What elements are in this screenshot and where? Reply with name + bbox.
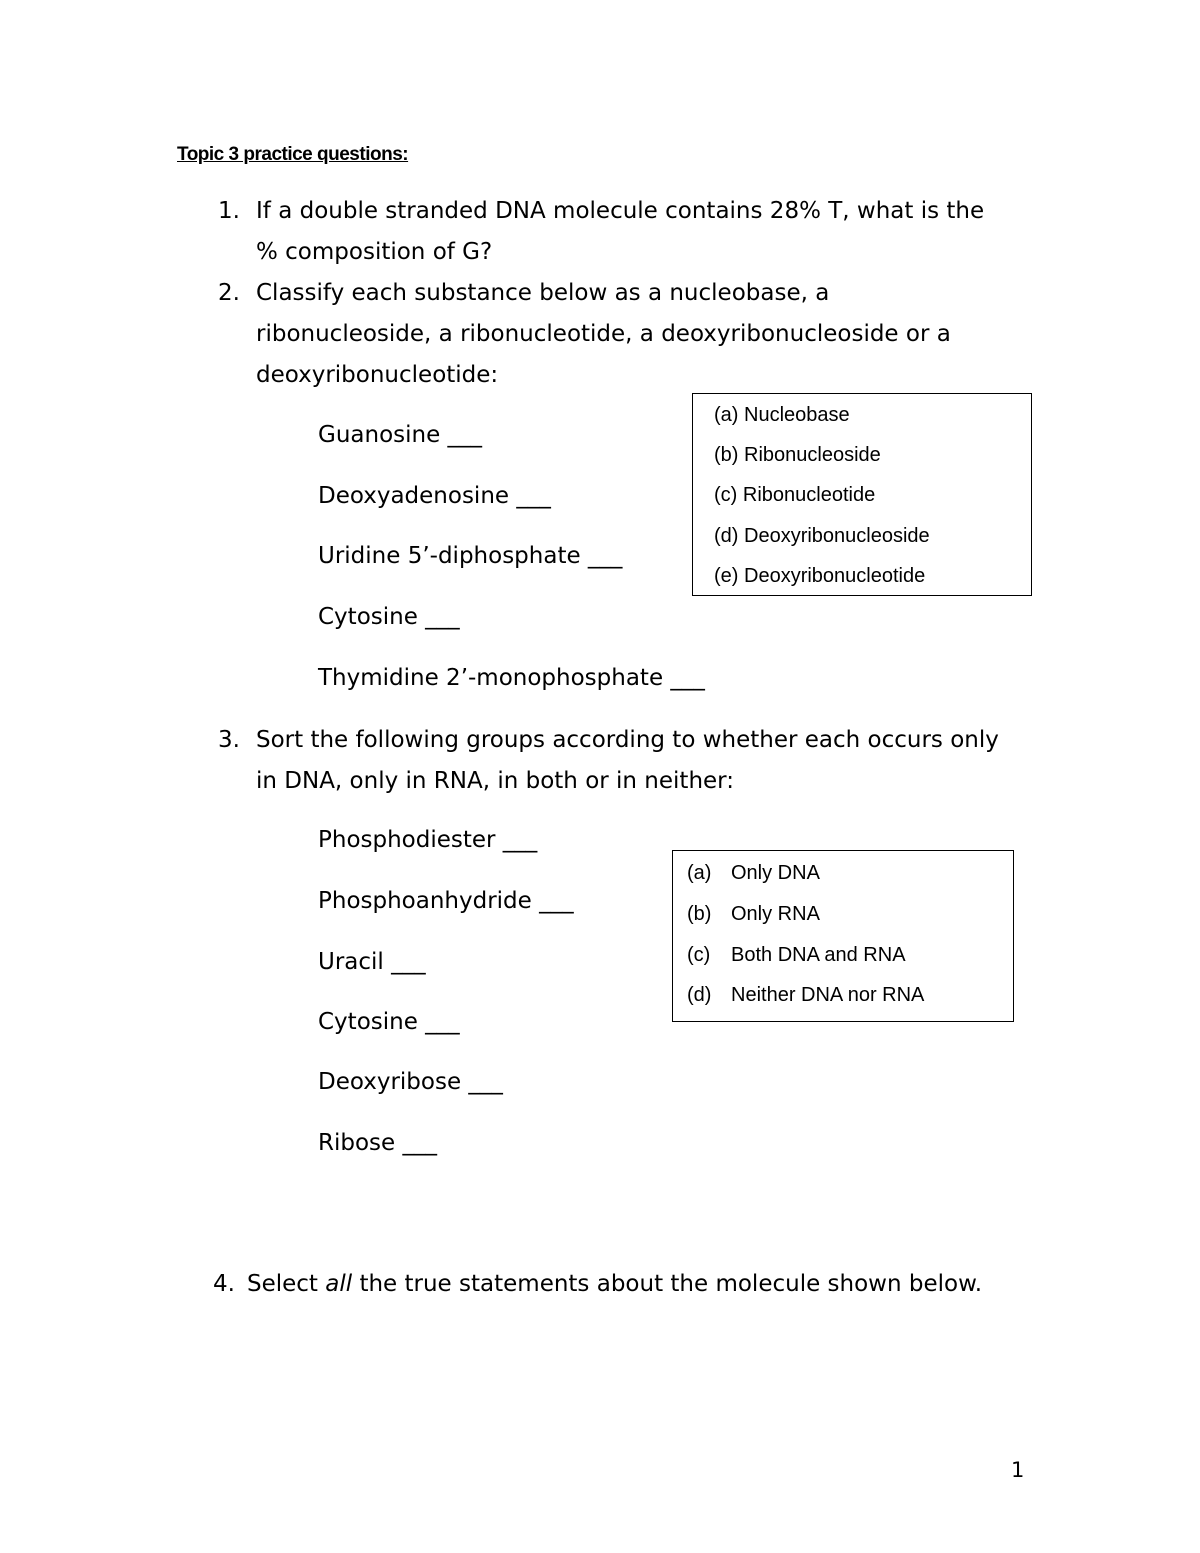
question-1-number: 1. (218, 198, 240, 224)
page-title: Topic 3 practice questions: (177, 144, 409, 165)
q2-option-e (714, 565, 925, 588)
question-2-line-1: Classify each substance below as a nucleobase, a (256, 280, 830, 306)
option-text: Neither DNA nor RNA (731, 984, 925, 1006)
q3-item-phosphoanhydride: Phosphoanhydride ___ (318, 888, 574, 914)
option-label: (d) (687, 984, 712, 1006)
option-label: (a) (714, 404, 739, 426)
q2-item-cytosine: Cytosine ___ (318, 604, 460, 630)
q3-item-cytosine: Cytosine ___ (318, 1009, 460, 1035)
option-text: Only DNA (731, 862, 820, 884)
question-4-emphasis: all (325, 1271, 353, 1297)
option-label: (b) (687, 903, 712, 925)
option-label: (b) (714, 444, 739, 466)
option-text: Nucleobase (744, 404, 850, 426)
q2-item-deoxyadenosine: Deoxyadenosine ___ (318, 483, 551, 509)
q3-item-uracil: Uracil ___ (318, 949, 426, 975)
option-text: Ribonucleoside (744, 444, 881, 466)
option-label: (c) (714, 484, 738, 506)
question-4 (213, 1264, 1043, 1305)
q2-option-a (714, 404, 850, 427)
option-text: Ribonucleotide (742, 484, 876, 506)
question-1-line-1: If a double stranded DNA molecule contains 28% T, what is the (256, 198, 985, 224)
option-text: Both DNA and RNA (731, 944, 906, 966)
question-2-text (256, 273, 1046, 396)
question-4-text (247, 1264, 1037, 1305)
question-2-number: 2. (218, 280, 240, 306)
q3-item-phosphodiester: Phosphodiester ___ (318, 827, 538, 853)
q2-options-box (692, 393, 1032, 596)
q2-option-d (714, 525, 930, 548)
option-label: (e) (714, 565, 739, 587)
question-1 (218, 191, 1048, 273)
question-3-line-1: Sort the following groups according to whether each occurs only (256, 727, 999, 753)
question-3-number: 3. (218, 727, 240, 753)
question-3-line-2: in DNA, only in RNA, in both or in neither: (256, 768, 734, 794)
question-3-text (256, 720, 1046, 802)
option-label: (d) (714, 525, 739, 547)
q2-item-guanosine: Guanosine ___ (318, 422, 483, 448)
question-1-line-2: % composition of G? (256, 239, 493, 265)
option-text: Only RNA (731, 903, 820, 925)
q3-option-b (687, 903, 820, 926)
question-4-number: 4. (213, 1271, 235, 1297)
question-2 (218, 273, 1048, 396)
q2-option-b (714, 444, 881, 467)
question-1-text (256, 191, 1046, 273)
q3-option-c (687, 944, 906, 967)
q3-option-d (687, 984, 924, 1007)
q3-item-deoxyribose: Deoxyribose ___ (318, 1069, 503, 1095)
question-3 (218, 720, 1048, 802)
question-4-text-start: Select (247, 1271, 326, 1297)
option-label: (a) (687, 862, 712, 884)
q3-option-a (687, 862, 820, 885)
option-label: (c) (687, 944, 711, 966)
q2-item-thymidine-monophosphate: Thymidine 2’-monophosphate ___ (318, 665, 705, 691)
page-number: 1 (1011, 1458, 1025, 1482)
question-4-text-end: the true statements about the molecule shown below. (352, 1271, 983, 1297)
q3-options-box (672, 850, 1014, 1022)
q3-item-ribose: Ribose ___ (318, 1130, 437, 1156)
option-text: Deoxyribonucleotide (744, 565, 926, 587)
q2-item-uridine-diphosphate: Uridine 5’-diphosphate ___ (318, 543, 623, 569)
question-2-line-3: deoxyribonucleotide: (256, 362, 499, 388)
q2-option-c (714, 484, 875, 507)
question-2-line-2: ribonucleoside, a ribonucleotide, a deoxyribonucleoside or a (256, 321, 951, 347)
option-text: Deoxyribonucleoside (744, 525, 930, 547)
